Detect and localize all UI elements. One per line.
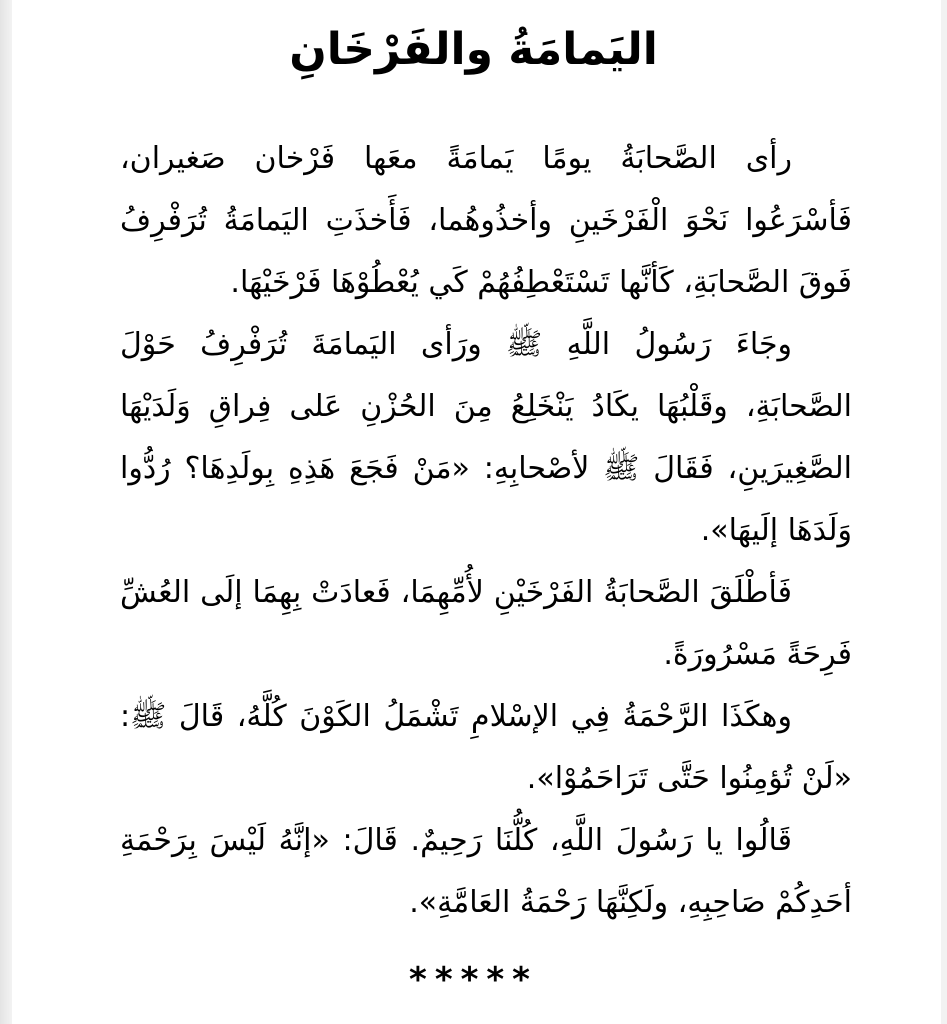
paragraph-3: فَأطْلَقَ الصَّحابَةُ الفَرْخَيْنِ لأُمِّهِمَا، فَعادَتْ بِهِمَا إلَى العُشِّ فَرِحَةً مَسْرُورَةً. — [120, 575, 852, 672]
paragraph-2: وجَاءَ رَسُولُ اللَّهِ ﷺ ورَأى اليَمامَةَ تُرَفْرِفُ حَوْلَ الصَّحابَةِ، وقَلْبُهَا يكَادُ يَنْخَلِعُ مِنَ الحُزْنِ عَلى فِراقِ وَلَدَيْهَا الصَّغِيرَينِ، فَقَالَ ﷺ لأصْحابِهِ: «مَنْ فَجَعَ هَذِهِ بِولَدِهَا؟ رُدُّوا وَلَدَهَا إلَيهَا». — [120, 327, 852, 548]
paragraph-4: وهكَذَا الرَّحْمَةُ فِي الإسْلامِ تَشْمَلُ الكَوْنَ كُلَّهُ، قَالَ ﷺ: «لَنْ تُؤمِنُوا حَتَّى تَرَاحَمُوْا». — [120, 699, 852, 796]
story-body — [120, 128, 852, 934]
page-left-margin — [0, 0, 12, 1024]
paragraph-1: رأى الصَّحابَةُ يومًا يَمامَةً معَها فَرْخان صَغيران، فَأسْرَعُوا نَحْوَ الْفَرْخَينِ وأخذُوهُما، فَأَخذَتِ اليَمامَةُ تُرَفْرِفُ فَوقَ الصَّحابَةِ، كَأنَّها تَسْتَعْطِفُهُمْ كَي يُعْطُوْهَا فَرْخَيْهَا. — [120, 141, 852, 300]
page-title: اليَمامَةُ والفَرْخَانِ — [289, 24, 658, 75]
page-right-margin — [941, 0, 947, 1024]
section-separator: ***** — [409, 960, 538, 1000]
paragraph-5: قَالُوا يا رَسُولَ اللَّهِ، كُلُّنَا رَحِيمٌ. قَالَ: «إنَّهُ لَيْسَ بِرَحْمَةِ أحَدِكُمْ صَاحِبِهِ، ولَكِنَّهَا رَحْمَةُ العَامَّةِ». — [120, 823, 852, 920]
